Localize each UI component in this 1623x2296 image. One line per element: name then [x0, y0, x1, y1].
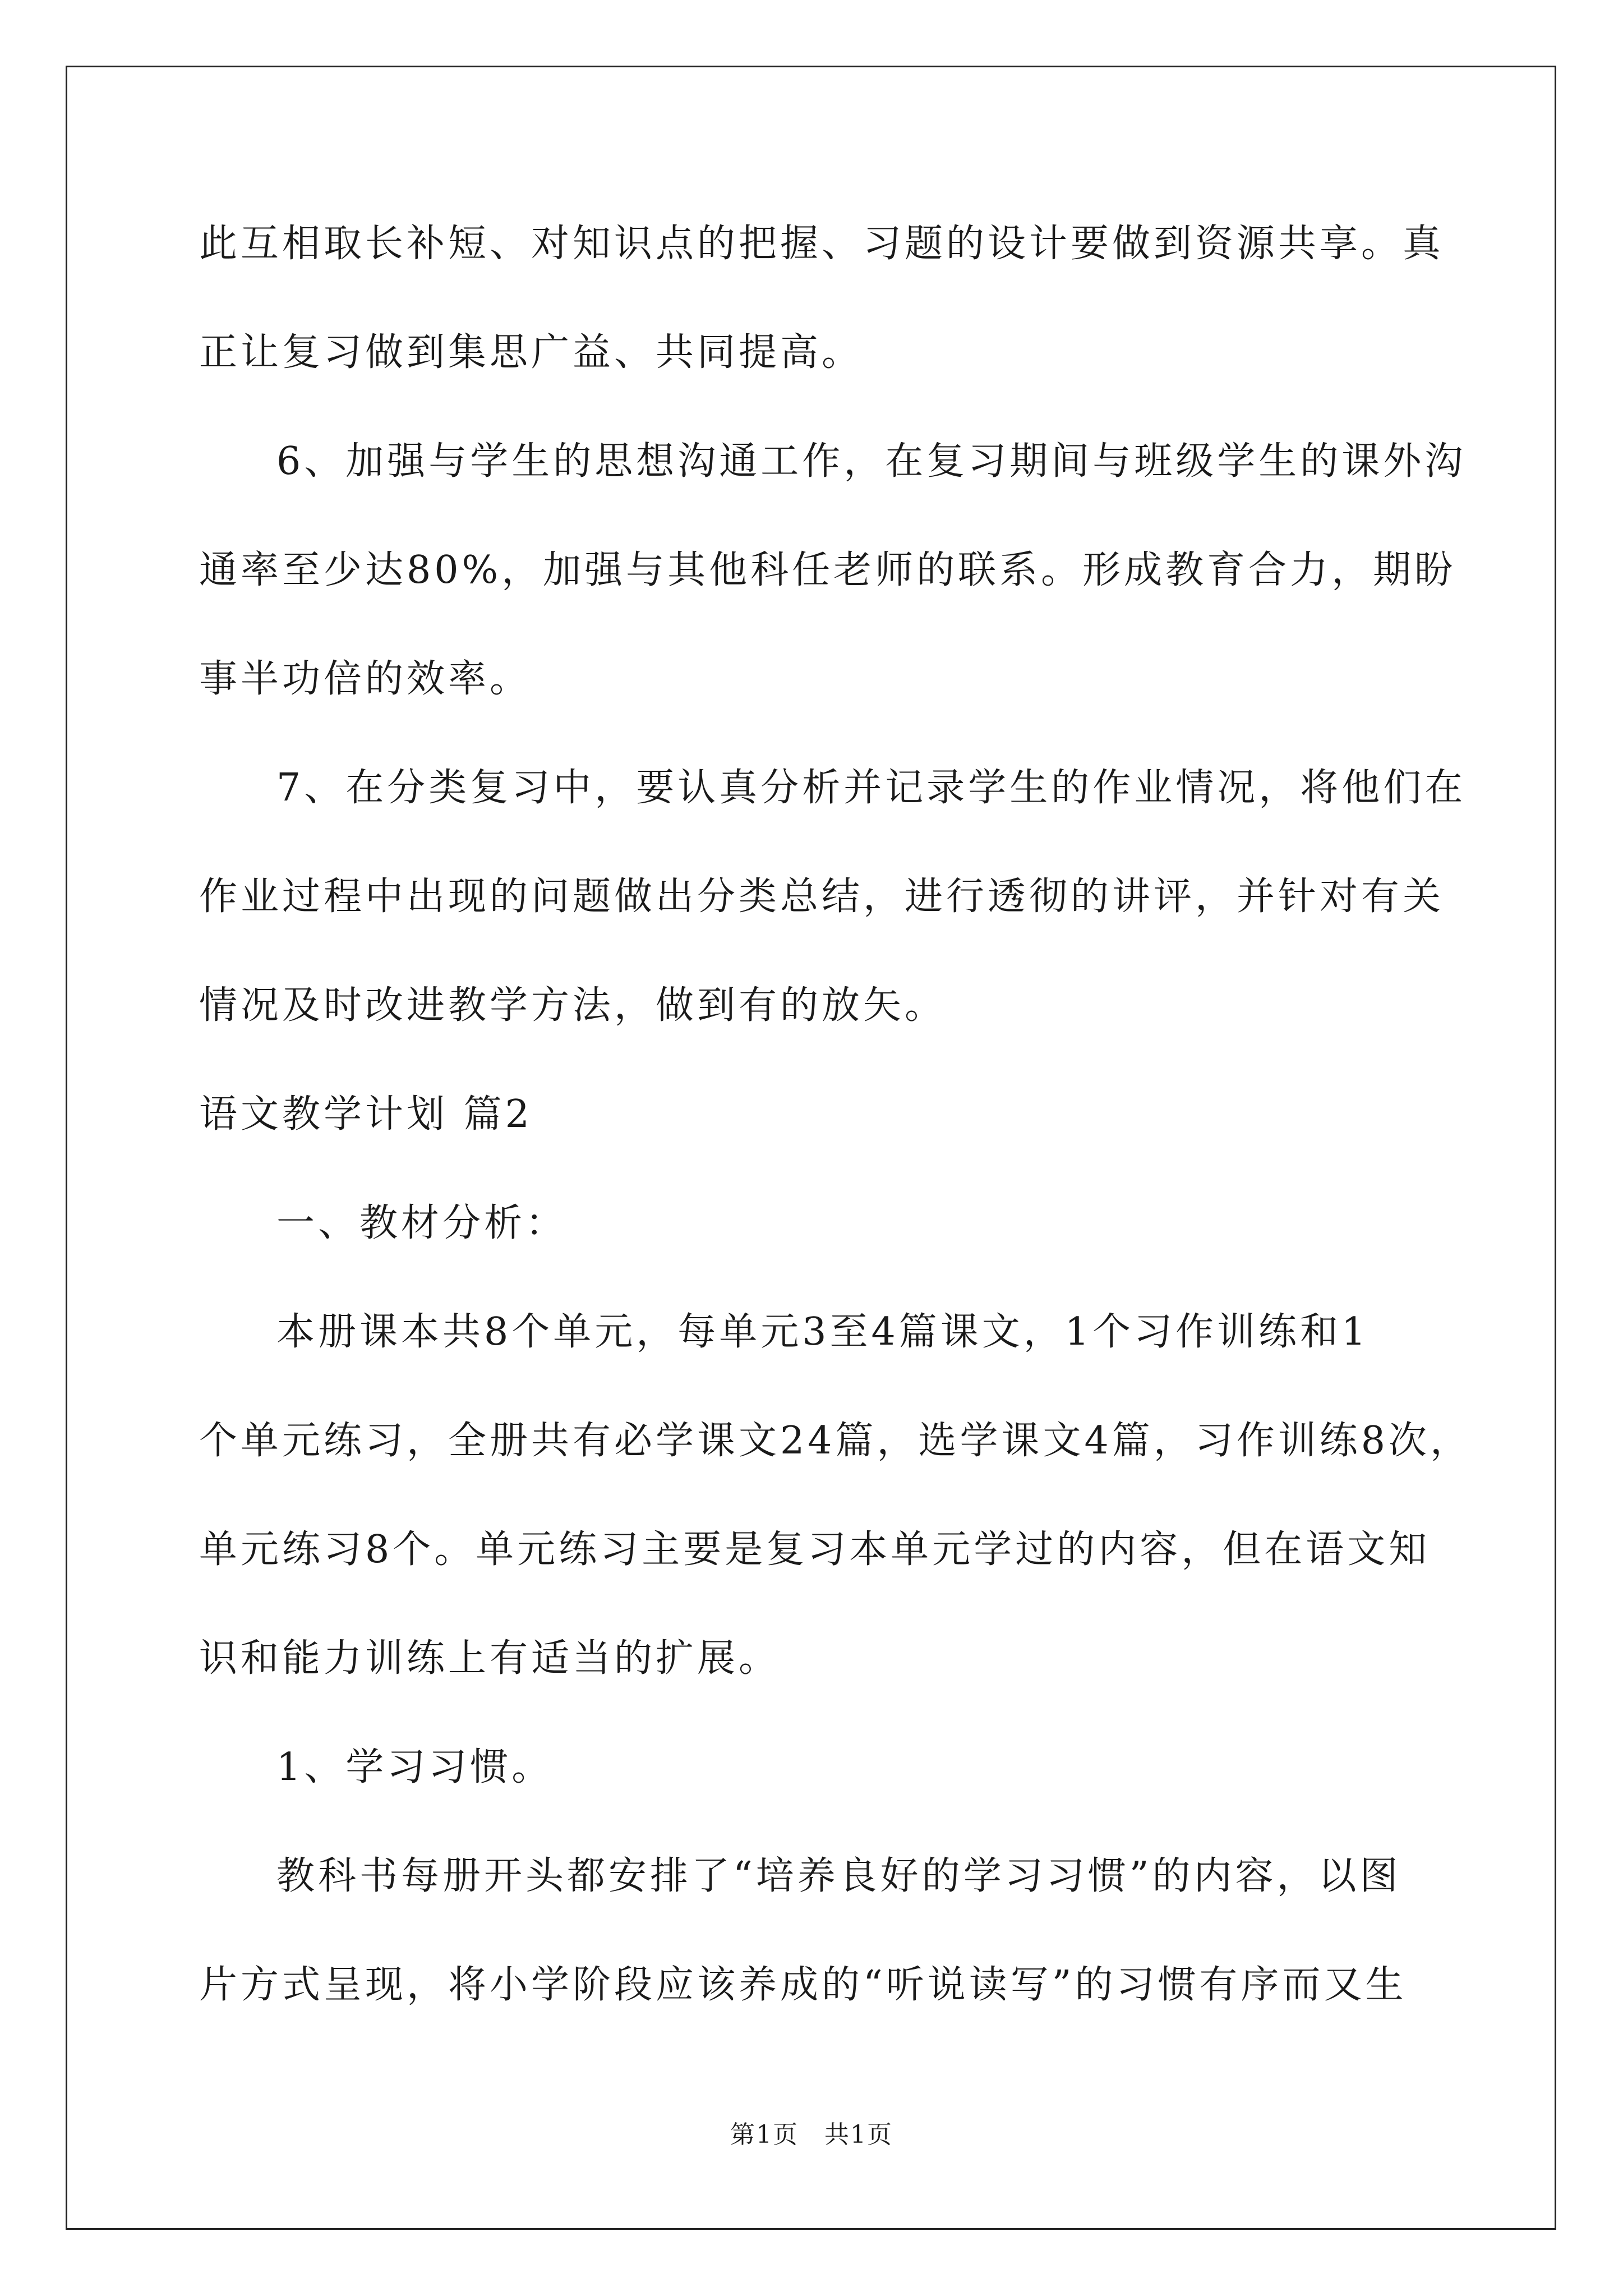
page-number: 第1页 共1页 — [730, 2120, 893, 2149]
text-line: 本册课本共8个单元，每单元3至4篇课文，1个习作训练和1 — [276, 1310, 1370, 1354]
text-line: 事半功倍的效率。 — [199, 657, 532, 701]
text-line: 6、加强与学生的思想沟通工作，在复习期间与班级学生的课外沟 — [276, 439, 1467, 484]
text-line: 此互相取长补短、对知识点的把握、习题的设计要做到资源共享。真 — [199, 222, 1445, 266]
section-heading: 语文教学计划 篇2 — [199, 1092, 533, 1137]
text-line: 单元练习8个。单元练习主要是复习本单元学过的内容，但在语文知 — [199, 1527, 1431, 1572]
text-line: 正让复习做到集思广益、共同提高。 — [199, 330, 864, 375]
text-line: 识和能力训练上有适当的扩展。 — [199, 1636, 781, 1681]
text-line: 7、在分类复习中，要认真分析并记录学生的作业情况，将他们在 — [276, 766, 1467, 810]
text-line: 个单元练习，全册共有必学课文24篇，选学课文4篇，习作训练8次， — [199, 1419, 1472, 1463]
subsection-heading: 一、教材分析： — [276, 1201, 568, 1245]
text-line: 通率至少达80%，加强与其他科任老师的联系。形成教育合力，期盼 — [199, 548, 1456, 592]
text-line: 教科书每册开头都安排了“培养良好的学习习惯”的内容，以图 — [276, 1854, 1401, 1898]
text-line: 片方式呈现，将小学阶段应该养成的“听说读写”的习惯有序而又生 — [199, 1963, 1407, 2007]
text-line: 1、学习习惯。 — [276, 1745, 554, 1789]
page-border — [66, 66, 1556, 2230]
text-line: 情况及时改进教学方法，做到有的放矢。 — [199, 983, 947, 1028]
text-line: 作业过程中出现的问题做出分类总结，进行透彻的讲评，并针对有关 — [199, 875, 1445, 919]
